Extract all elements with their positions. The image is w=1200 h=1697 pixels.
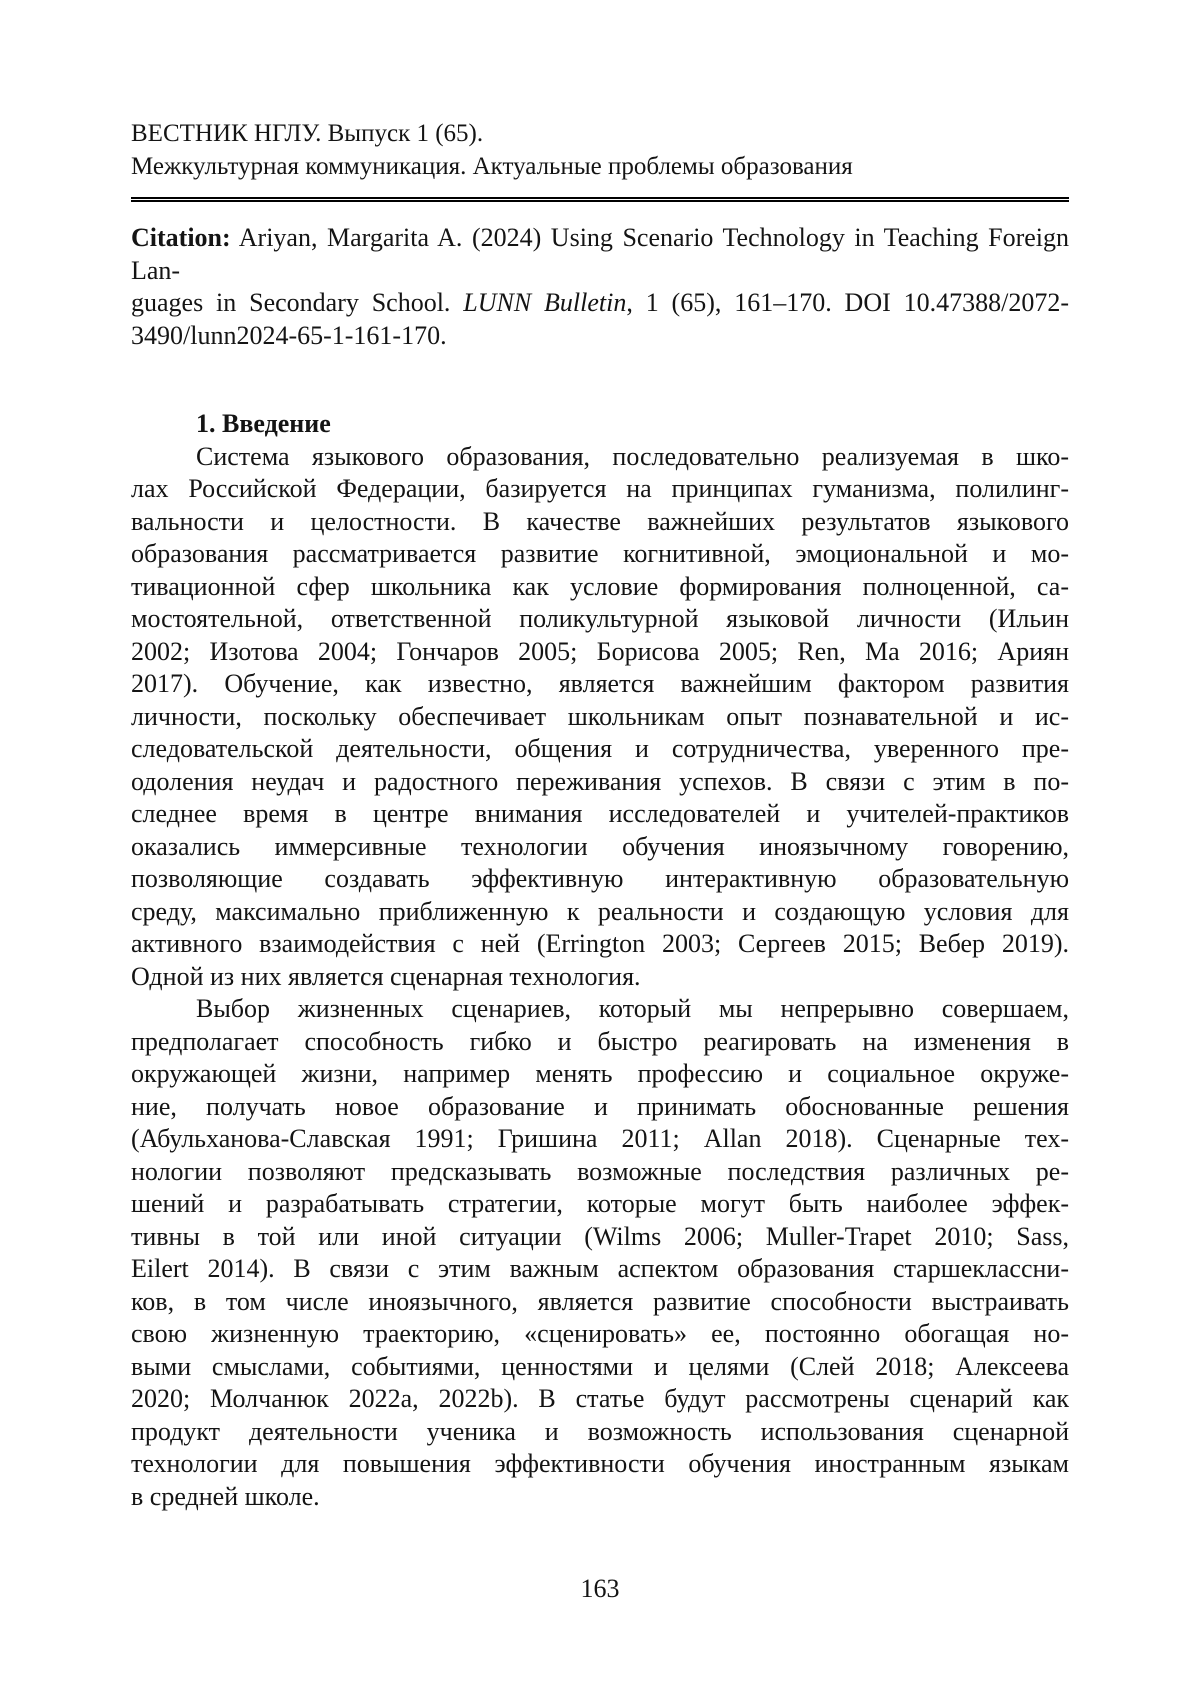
- text-line: [131, 636, 1069, 669]
- text-line: [131, 1286, 1069, 1319]
- text-line: [131, 863, 1069, 896]
- text-segment: активного взаимодействия с ней (Errington 2003; Сергеев 2015; Вебер 2019).: [131, 929, 1069, 958]
- text-line: [131, 993, 1069, 1026]
- text-segment: (Абульханова-Славская 1991; Гришина 2011; Allan 2018). Сценарные тех-: [131, 1124, 1069, 1153]
- text-line: [131, 961, 1069, 994]
- text-segment: LUNN Bulletin: [463, 288, 627, 317]
- text-line: [131, 1448, 1069, 1481]
- text-segment: оказались иммерсивные технологии обучения иноязычному говорению,: [131, 831, 1069, 861]
- citation-line: [131, 222, 1069, 287]
- text-segment: мостоятельной, ответственной поликультурной языковой личности (Ильин: [131, 604, 1069, 633]
- section-heading: 1. Введение: [196, 409, 331, 438]
- text-line: [131, 571, 1069, 604]
- text-line: [131, 1091, 1069, 1124]
- text-segment: тивационной сфер школьника как условие формирования полноценной, са-: [131, 571, 1069, 601]
- text-segment: личности, поскольку обеспечивает школьникам опыт познавательной и ис-: [131, 701, 1069, 731]
- text-segment: в средней школе.: [131, 1481, 320, 1511]
- text-line: [131, 668, 1069, 701]
- text-segment: одоления неудач и радостного переживания успехов. В связи с этим в по-: [131, 766, 1069, 796]
- text-segment: предполагает способность гибко и быстро реагировать на изменения в: [131, 1026, 1069, 1056]
- text-line: [131, 603, 1069, 636]
- text-segment: тивны в той или иной ситуации (Wilms 2006; Muller-Trapet 2010; Sass,: [131, 1221, 1069, 1251]
- text-segment: следовательской деятельности, общения и сотрудничества, уверенного пре-: [131, 734, 1069, 763]
- text-segment: Одной из них является сценарная технология.: [131, 961, 641, 991]
- text-line: [131, 1188, 1069, 1221]
- text-segment: лах Российской Федерации, базируется на принципах гуманизма, полилинг-: [131, 474, 1069, 503]
- text-segment: Выбор жизненных сценариев, который мы непрерывно совершаем,: [196, 994, 1069, 1023]
- text-line: [131, 506, 1069, 539]
- text-segment: свою жизненную траекторию, «сценировать» ее, постоянно обогащая но-: [131, 1319, 1069, 1348]
- text-segment: шений и разрабатывать стратегии, которые могут быть наиболее эффек-: [131, 1189, 1069, 1218]
- text-segment: Citation:: [131, 223, 231, 252]
- text-segment: технологии для повышения эффективности обучения иностранным языкам: [131, 1449, 1069, 1478]
- article-body: [131, 441, 1069, 1514]
- text-segment: ков, в том числе иноязычного, является развитие способности выстраивать: [131, 1286, 1069, 1316]
- text-segment: нологии позволяют предсказывать возможные последствия различных ре-: [131, 1156, 1069, 1186]
- text-line: [131, 473, 1069, 506]
- paragraph: [131, 993, 1069, 1513]
- text-segment: продукт деятельности ученика и возможность использования сценарной: [131, 1416, 1069, 1446]
- text-segment: Eilert 2014). В связи с этим важным аспектом образования старшеклассни-: [131, 1254, 1069, 1283]
- text-line: [131, 441, 1069, 474]
- text-segment: позволяющие создавать эффективную интерактивную образовательную: [131, 864, 1069, 893]
- text-line: [131, 1416, 1069, 1449]
- text-segment: Ariyan, Margarita A. (2024) Using Scenario Technology in Teaching Foreign Lan-: [131, 223, 1069, 285]
- text-line: [131, 1221, 1069, 1254]
- journal-title: ВЕСТНИК НГЛУ. Выпуск 1 (65).: [131, 120, 484, 147]
- text-line: [131, 1156, 1069, 1189]
- text-segment: Система языкового образования, последовательно реализуемая в шко-: [196, 441, 1069, 471]
- paragraph: [131, 441, 1069, 994]
- text-line: [131, 733, 1069, 766]
- text-segment: следнее время в центре внимания исследователей и учителей-практиков: [131, 799, 1069, 828]
- text-segment: образования рассматривается развитие когнитивной, эмоциональной и мо-: [131, 539, 1069, 568]
- text-line: [131, 831, 1069, 864]
- journal-subtitle: Межкультурная коммуникация. Актуальные проблемы образования: [131, 152, 853, 180]
- text-line: [131, 1058, 1069, 1091]
- text-line: [131, 1318, 1069, 1351]
- citation-block: [131, 222, 1069, 352]
- text-line: [131, 766, 1069, 799]
- text-segment: выми смыслами, событиями, ценностями и целями (Слей 2018; Алексеева: [131, 1351, 1069, 1381]
- text-line: [131, 1481, 1069, 1514]
- text-segment: 2017). Обучение, как известно, является важнейшим фактором развития: [131, 669, 1069, 698]
- text-segment: ние, получать новое образование и принимать обоснованные решения: [131, 1091, 1069, 1121]
- text-segment: окружающей жизни, например менять профессию и социальное окруже-: [131, 1059, 1069, 1088]
- text-line: [131, 1253, 1069, 1286]
- text-segment: 3490/lunn2024-65-1-161-170.: [131, 320, 447, 350]
- text-line: [131, 1383, 1069, 1416]
- page-running-header: [131, 118, 1069, 183]
- text-line: [131, 1026, 1069, 1059]
- text-line: [131, 538, 1069, 571]
- text-line: [131, 1351, 1069, 1384]
- text-line: [131, 701, 1069, 734]
- text-segment: среду, максимально приближенную к реальности и создающую условия для: [131, 896, 1069, 926]
- header-divider-rule: [131, 197, 1069, 202]
- citation-line: [131, 320, 1069, 353]
- text-line: [131, 1123, 1069, 1156]
- text-segment: 2020; Молчанюк 2022a, 2022b). В статье будут рассмотрены сценарий как: [131, 1384, 1069, 1413]
- text-segment: вальности и целостности. В качестве важнейших результатов языкового: [131, 506, 1069, 536]
- citation-line: [131, 287, 1069, 320]
- text-segment: , 1 (65), 161–170. DOI 10.47388/2072-: [626, 288, 1069, 317]
- text-line: [131, 928, 1069, 961]
- page-number: 163: [580, 1574, 620, 1603]
- text-segment: 2002; Изотова 2004; Гончаров 2005; Борисова 2005; Ren, Ma 2016; Ариян: [131, 636, 1069, 666]
- text-segment: guages in Secondary School.: [131, 288, 464, 317]
- text-line: [131, 798, 1069, 831]
- text-line: [131, 896, 1069, 929]
